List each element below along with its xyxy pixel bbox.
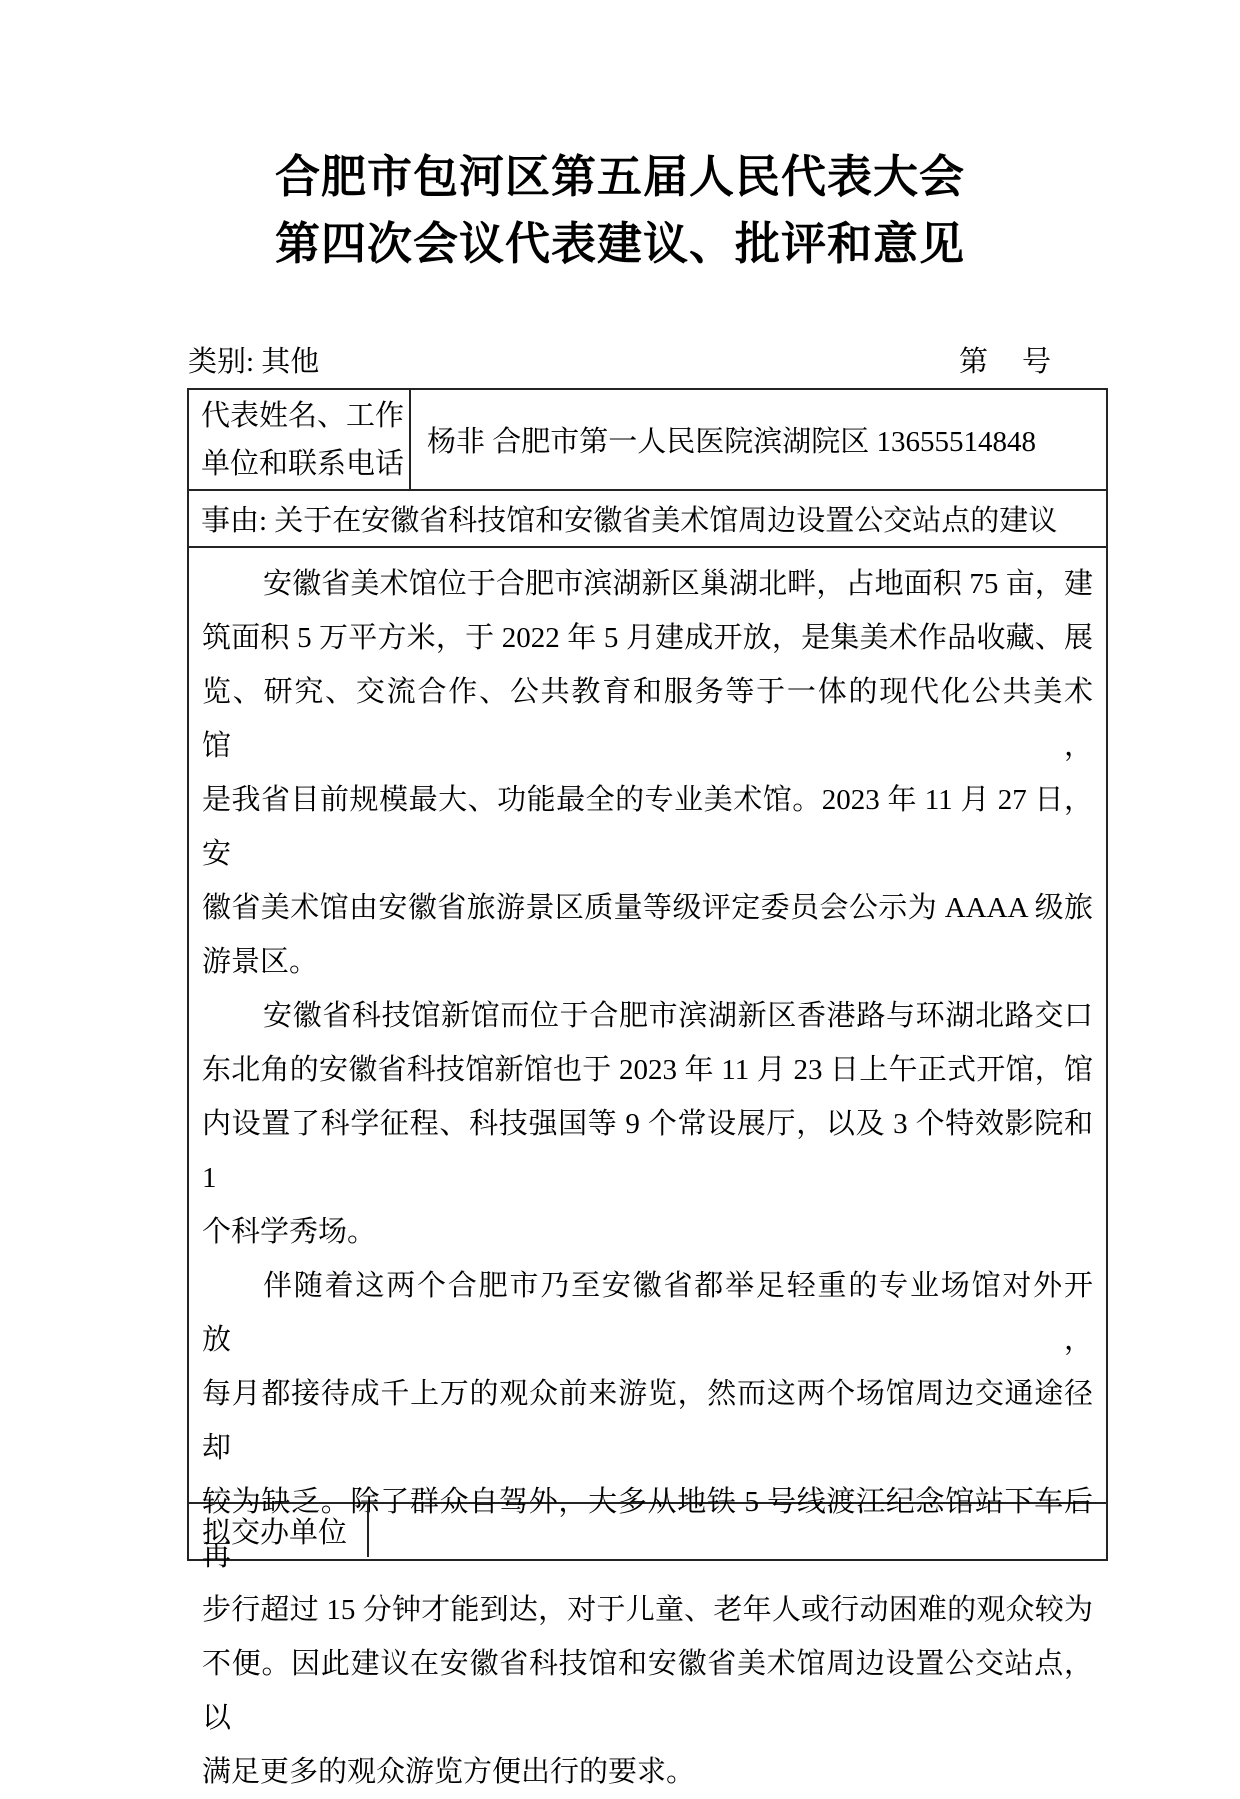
rep-info-label-line2: 单位和联系电话 (201, 447, 405, 480)
document-title (0, 144, 1240, 278)
doc-number-suffix: 号 (1021, 346, 1051, 378)
body-line: 满足更多的观众游览方便出行的要求。 (202, 1756, 696, 1788)
assign-unit-label: 拟交办单位 (189, 1504, 369, 1557)
body-line: 东北角的安徽省科技馆新馆也于 2023 年 11 月 23 日上午正式开馆，馆 (202, 1054, 1093, 1086)
category-label: 类别: 其他 (188, 346, 320, 378)
rep-info-label (189, 390, 411, 489)
document-title-line1: 合肥市包河区第五届人民代表大会 (274, 152, 965, 202)
body-line: 筑面积 5 万平方米，于 2022 年 5 月建成开放，是集美术作品收藏、展 (202, 622, 1093, 654)
doc-number (959, 345, 1108, 379)
body-line: 安徽省科技馆新馆而位于合肥市滨湖新区香港路与环湖北路交口 (263, 1000, 1093, 1032)
body-line: 徽省美术馆由安徽省旅游景区质量等级评定委员会公示为 AAAA 级旅 (202, 892, 1093, 924)
meta-row (188, 345, 1108, 379)
body-line: 伴随着这两个合肥市乃至安徽省都举足轻重的专业场馆对外开放， (202, 1270, 1093, 1356)
body-line: 不便。因此建议在安徽省科技馆和安徽省美术馆周边设置公交站点，以 (202, 1648, 1093, 1734)
body-line: 步行超过 15 分钟才能到达，对于儿童、老年人或行动困难的观众较为 (202, 1594, 1093, 1626)
body-line: 安徽省美术馆位于合肥市滨湖新区巢湖北畔，占地面积 75 亩，建 (263, 568, 1093, 600)
doc-number-prefix: 第 (958, 346, 988, 378)
rep-info-label-line1: 代表姓名、工作 (201, 399, 405, 432)
suggestion-form-table (187, 388, 1108, 1788)
body-line: 是我省目前规模最大、功能最全的专业美术馆。2023 年 11 月 27 日，安 (202, 784, 1093, 870)
assign-unit-value (369, 1504, 1106, 1557)
body-line: 较为缺乏。除了群众自驾外，大多从地铁 5 号线渡江纪念馆站下车后再 (202, 1486, 1093, 1572)
document-title-line2: 第四次会议代表建议、批评和意见 (274, 219, 965, 269)
subject-text: 事由: 关于在安徽省科技馆和安徽省美术馆周边设置公交站点的建议 (201, 505, 1058, 537)
body-line: 内设置了科学征程、科技强国等 9 个常设展厅，以及 3 个特效影院和 1 (202, 1108, 1093, 1194)
rep-info-row (189, 390, 1106, 491)
body-line: 游景区。 (202, 946, 319, 978)
assign-unit-row (189, 1504, 1106, 1557)
rep-info-value: 杨非 合肥市第一人民医院滨湖院区 13655514848 (427, 426, 1037, 458)
body-line: 个科学秀场。 (202, 1216, 377, 1248)
subject-row (189, 491, 1106, 548)
body-line: 每月都接待成千上万的观众前来游览，然而这两个场馆周边交通途径却 (202, 1378, 1093, 1464)
body-line: 览、研究、交流合作、公共教育和服务等于一体的现代化公共美术馆， (202, 676, 1093, 762)
